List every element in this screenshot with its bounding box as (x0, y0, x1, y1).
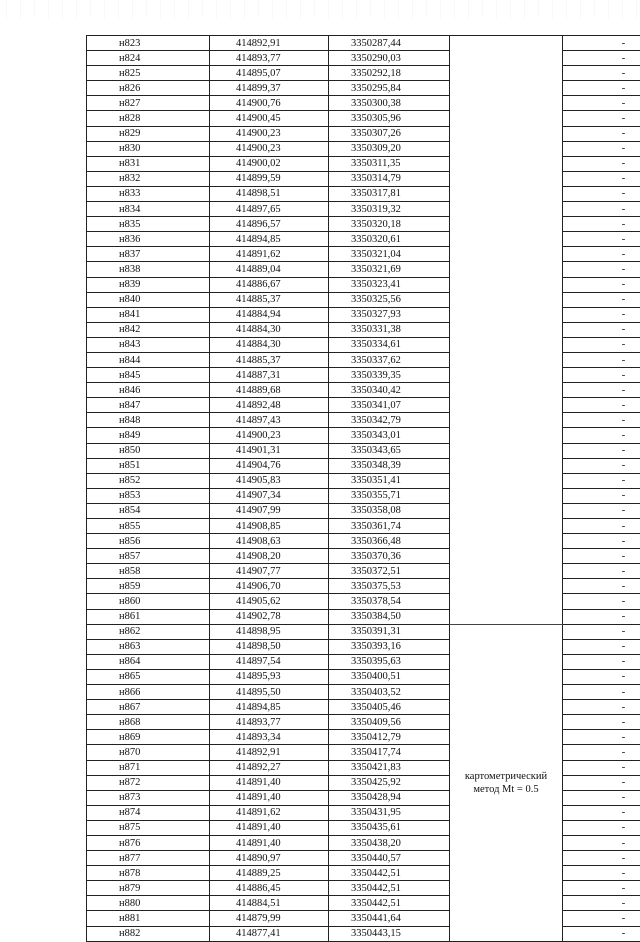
accuracy-cell: - (563, 126, 640, 141)
accuracy-cell: - (563, 760, 640, 775)
x-coordinate-cell: 414897,54 (210, 654, 329, 669)
y-coordinate-cell: 3350320,18 (329, 217, 450, 232)
x-coordinate-cell: 414894,85 (210, 700, 329, 715)
point-number-cell: н850 (87, 443, 210, 458)
y-coordinate-cell: 3350348,39 (329, 458, 450, 473)
y-coordinate-cell: 3350375,53 (329, 579, 450, 594)
y-coordinate-cell: 3350334,61 (329, 337, 450, 352)
point-number-cell: н865 (87, 669, 210, 684)
point-number-cell: н881 (87, 911, 210, 926)
y-coordinate-cell: 3350339,35 (329, 368, 450, 383)
x-coordinate-cell: 414895,93 (210, 669, 329, 684)
point-number-cell: н864 (87, 654, 210, 669)
point-number-cell: н875 (87, 820, 210, 835)
accuracy-cell: - (563, 639, 640, 654)
x-coordinate-cell: 414899,37 (210, 81, 329, 96)
point-number-cell: н836 (87, 232, 210, 247)
y-coordinate-cell: 3350355,71 (329, 488, 450, 503)
x-coordinate-cell: 414885,37 (210, 292, 329, 307)
accuracy-cell: - (563, 579, 640, 594)
point-number-cell: н867 (87, 700, 210, 715)
x-coordinate-cell: 414892,27 (210, 760, 329, 775)
point-number-cell: н831 (87, 156, 210, 171)
y-coordinate-cell: 3350442,51 (329, 896, 450, 911)
point-number-cell: н834 (87, 202, 210, 217)
x-coordinate-cell: 414900,76 (210, 96, 329, 111)
y-coordinate-cell: 3350351,41 (329, 473, 450, 488)
accuracy-cell: - (563, 685, 640, 700)
y-coordinate-cell: 3350403,52 (329, 685, 450, 700)
coordinates-table (86, 35, 640, 942)
x-coordinate-cell: 414889,68 (210, 383, 329, 398)
table-row (87, 36, 640, 51)
accuracy-cell: - (563, 352, 640, 367)
accuracy-cell: - (563, 594, 640, 609)
point-number-cell: н828 (87, 111, 210, 126)
accuracy-cell: - (563, 835, 640, 850)
accuracy-cell: - (563, 383, 640, 398)
point-number-cell: н876 (87, 835, 210, 850)
accuracy-cell: - (563, 66, 640, 81)
point-number-cell: н859 (87, 579, 210, 594)
point-number-cell: н832 (87, 171, 210, 186)
x-coordinate-cell: 414889,25 (210, 866, 329, 881)
accuracy-cell: - (563, 624, 640, 639)
y-coordinate-cell: 3350366,48 (329, 534, 450, 549)
y-coordinate-cell: 3350305,96 (329, 111, 450, 126)
x-coordinate-cell: 414897,43 (210, 413, 329, 428)
point-number-cell: н872 (87, 775, 210, 790)
x-coordinate-cell: 414891,40 (210, 835, 329, 850)
accuracy-cell: - (563, 820, 640, 835)
point-number-cell: н839 (87, 277, 210, 292)
x-coordinate-cell: 414890,97 (210, 851, 329, 866)
y-coordinate-cell: 3350378,54 (329, 594, 450, 609)
x-coordinate-cell: 414900,02 (210, 156, 329, 171)
y-coordinate-cell: 3350358,08 (329, 503, 450, 518)
accuracy-cell: - (563, 881, 640, 896)
x-coordinate-cell: 414905,62 (210, 594, 329, 609)
y-coordinate-cell: 3350400,51 (329, 669, 450, 684)
accuracy-cell: - (563, 534, 640, 549)
point-number-cell: н841 (87, 307, 210, 322)
y-coordinate-cell: 3350343,01 (329, 428, 450, 443)
x-coordinate-cell: 414906,70 (210, 579, 329, 594)
y-coordinate-cell: 3350337,62 (329, 352, 450, 367)
point-number-cell: н858 (87, 564, 210, 579)
y-coordinate-cell: 3350409,56 (329, 715, 450, 730)
x-coordinate-cell: 414895,07 (210, 66, 329, 81)
accuracy-cell: - (563, 111, 640, 126)
y-coordinate-cell: 3350442,51 (329, 881, 450, 896)
point-number-cell: н874 (87, 805, 210, 820)
x-coordinate-cell: 414893,77 (210, 715, 329, 730)
y-coordinate-cell: 3350319,32 (329, 202, 450, 217)
x-coordinate-cell: 414891,62 (210, 805, 329, 820)
y-coordinate-cell: 3350372,51 (329, 564, 450, 579)
x-coordinate-cell: 414893,34 (210, 730, 329, 745)
point-number-cell: н870 (87, 745, 210, 760)
x-coordinate-cell: 414900,23 (210, 428, 329, 443)
accuracy-cell: - (563, 866, 640, 881)
scan-header-noise (0, 0, 640, 18)
point-number-cell: н869 (87, 730, 210, 745)
x-coordinate-cell: 414891,40 (210, 790, 329, 805)
y-coordinate-cell: 3350317,81 (329, 186, 450, 201)
accuracy-cell: - (563, 503, 640, 518)
point-number-cell: н830 (87, 141, 210, 156)
point-number-cell: н857 (87, 549, 210, 564)
accuracy-cell: - (563, 730, 640, 745)
y-coordinate-cell: 3350307,26 (329, 126, 450, 141)
y-coordinate-cell: 3350393,16 (329, 639, 450, 654)
y-coordinate-cell: 3350412,79 (329, 730, 450, 745)
point-number-cell: н861 (87, 609, 210, 624)
x-coordinate-cell: 414907,34 (210, 488, 329, 503)
y-coordinate-cell: 3350340,42 (329, 383, 450, 398)
point-number-cell: н837 (87, 247, 210, 262)
y-coordinate-cell: 3350320,61 (329, 232, 450, 247)
y-coordinate-cell: 3350327,93 (329, 307, 450, 322)
accuracy-cell: - (563, 519, 640, 534)
y-coordinate-cell: 3350405,46 (329, 700, 450, 715)
x-coordinate-cell: 414892,91 (210, 745, 329, 760)
y-coordinate-cell: 3350431,95 (329, 805, 450, 820)
accuracy-cell: - (563, 81, 640, 96)
accuracy-cell: - (563, 549, 640, 564)
accuracy-cell: - (563, 337, 640, 352)
point-number-cell: н824 (87, 51, 210, 66)
y-coordinate-cell: 3350314,79 (329, 171, 450, 186)
point-number-cell: н835 (87, 217, 210, 232)
point-number-cell: н863 (87, 639, 210, 654)
x-coordinate-cell: 414891,40 (210, 775, 329, 790)
point-number-cell: н866 (87, 685, 210, 700)
accuracy-cell: - (563, 368, 640, 383)
x-coordinate-cell: 414898,50 (210, 639, 329, 654)
point-number-cell: н843 (87, 337, 210, 352)
point-number-cell: н847 (87, 398, 210, 413)
point-number-cell: н877 (87, 851, 210, 866)
point-number-cell: н825 (87, 66, 210, 81)
y-coordinate-cell: 3350290,03 (329, 51, 450, 66)
accuracy-cell: - (563, 292, 640, 307)
y-coordinate-cell: 3350295,84 (329, 81, 450, 96)
x-coordinate-cell: 414908,20 (210, 549, 329, 564)
point-number-cell: н846 (87, 383, 210, 398)
accuracy-cell: - (563, 232, 640, 247)
y-coordinate-cell: 3350323,41 (329, 277, 450, 292)
accuracy-cell: - (563, 488, 640, 503)
accuracy-cell: - (563, 277, 640, 292)
x-coordinate-cell: 414889,04 (210, 262, 329, 277)
accuracy-cell: - (563, 745, 640, 760)
accuracy-cell: - (563, 805, 640, 820)
accuracy-cell: - (563, 609, 640, 624)
point-number-cell: н868 (87, 715, 210, 730)
y-coordinate-cell: 3350370,36 (329, 549, 450, 564)
x-coordinate-cell: 414895,50 (210, 685, 329, 700)
accuracy-cell: - (563, 413, 640, 428)
x-coordinate-cell: 414905,83 (210, 473, 329, 488)
x-coordinate-cell: 414884,51 (210, 896, 329, 911)
table-row (87, 624, 640, 639)
x-coordinate-cell: 414900,23 (210, 126, 329, 141)
point-number-cell: н829 (87, 126, 210, 141)
method-cell (450, 624, 563, 941)
accuracy-cell: - (563, 247, 640, 262)
point-number-cell: н826 (87, 81, 210, 96)
y-coordinate-cell: 3350417,74 (329, 745, 450, 760)
point-number-cell: н871 (87, 760, 210, 775)
x-coordinate-cell: 414902,78 (210, 609, 329, 624)
x-coordinate-cell: 414900,23 (210, 141, 329, 156)
y-coordinate-cell: 3350292,18 (329, 66, 450, 81)
accuracy-cell: - (563, 443, 640, 458)
x-coordinate-cell: 414896,57 (210, 217, 329, 232)
point-number-cell: н844 (87, 352, 210, 367)
point-number-cell: н882 (87, 926, 210, 941)
y-coordinate-cell: 3350300,38 (329, 96, 450, 111)
point-number-cell: н823 (87, 36, 210, 51)
method-accuracy: метод Mt = 0.5 (450, 783, 562, 796)
point-number-cell: н853 (87, 488, 210, 503)
y-coordinate-cell: 3350321,69 (329, 262, 450, 277)
x-coordinate-cell: 414886,67 (210, 277, 329, 292)
point-number-cell: н873 (87, 790, 210, 805)
accuracy-cell: - (563, 51, 640, 66)
y-coordinate-cell: 3350425,92 (329, 775, 450, 790)
accuracy-cell: - (563, 458, 640, 473)
y-coordinate-cell: 3350384,50 (329, 609, 450, 624)
point-number-cell: н862 (87, 624, 210, 639)
accuracy-cell: - (563, 775, 640, 790)
x-coordinate-cell: 414898,95 (210, 624, 329, 639)
accuracy-cell: - (563, 262, 640, 277)
point-number-cell: н852 (87, 473, 210, 488)
x-coordinate-cell: 414907,77 (210, 564, 329, 579)
y-coordinate-cell: 3350287,44 (329, 36, 450, 51)
method-cell-blank (450, 36, 563, 625)
x-coordinate-cell: 414898,51 (210, 186, 329, 201)
x-coordinate-cell: 414886,45 (210, 881, 329, 896)
accuracy-cell: - (563, 96, 640, 111)
point-number-cell: н856 (87, 534, 210, 549)
x-coordinate-cell: 414892,48 (210, 398, 329, 413)
x-coordinate-cell: 414908,63 (210, 534, 329, 549)
x-coordinate-cell: 414879,99 (210, 911, 329, 926)
y-coordinate-cell: 3350343,65 (329, 443, 450, 458)
accuracy-cell: - (563, 654, 640, 669)
x-coordinate-cell: 414884,30 (210, 322, 329, 337)
x-coordinate-cell: 414908,85 (210, 519, 329, 534)
y-coordinate-cell: 3350361,74 (329, 519, 450, 534)
point-number-cell: н842 (87, 322, 210, 337)
x-coordinate-cell: 414907,99 (210, 503, 329, 518)
point-number-cell: н838 (87, 262, 210, 277)
y-coordinate-cell: 3350342,79 (329, 413, 450, 428)
accuracy-cell: - (563, 851, 640, 866)
coordinates-table-body (87, 36, 640, 942)
accuracy-cell: - (563, 171, 640, 186)
point-number-cell: н878 (87, 866, 210, 881)
accuracy-cell: - (563, 700, 640, 715)
y-coordinate-cell: 3350421,83 (329, 760, 450, 775)
x-coordinate-cell: 414900,45 (210, 111, 329, 126)
x-coordinate-cell: 414887,31 (210, 368, 329, 383)
y-coordinate-cell: 3350325,56 (329, 292, 450, 307)
x-coordinate-cell: 414901,31 (210, 443, 329, 458)
y-coordinate-cell: 3350321,04 (329, 247, 450, 262)
point-number-cell: н849 (87, 428, 210, 443)
accuracy-cell: - (563, 911, 640, 926)
y-coordinate-cell: 3350309,20 (329, 141, 450, 156)
point-number-cell: н879 (87, 881, 210, 896)
point-number-cell: н840 (87, 292, 210, 307)
x-coordinate-cell: 414897,65 (210, 202, 329, 217)
accuracy-cell: - (563, 896, 640, 911)
point-number-cell: н833 (87, 186, 210, 201)
x-coordinate-cell: 414899,59 (210, 171, 329, 186)
point-number-cell: н860 (87, 594, 210, 609)
x-coordinate-cell: 414894,85 (210, 232, 329, 247)
point-number-cell: н855 (87, 519, 210, 534)
x-coordinate-cell: 414904,76 (210, 458, 329, 473)
x-coordinate-cell: 414892,91 (210, 36, 329, 51)
x-coordinate-cell: 414893,77 (210, 51, 329, 66)
y-coordinate-cell: 3350428,94 (329, 790, 450, 805)
y-coordinate-cell: 3350441,64 (329, 911, 450, 926)
y-coordinate-cell: 3350443,15 (329, 926, 450, 941)
accuracy-cell: - (563, 217, 640, 232)
y-coordinate-cell: 3350440,57 (329, 851, 450, 866)
method-name: картометрический (450, 770, 562, 783)
point-number-cell: н851 (87, 458, 210, 473)
accuracy-cell: - (563, 322, 640, 337)
y-coordinate-cell: 3350438,20 (329, 835, 450, 850)
y-coordinate-cell: 3350311,35 (329, 156, 450, 171)
accuracy-cell: - (563, 428, 640, 443)
accuracy-cell: - (563, 307, 640, 322)
accuracy-cell: - (563, 715, 640, 730)
x-coordinate-cell: 414891,62 (210, 247, 329, 262)
point-number-cell: н827 (87, 96, 210, 111)
accuracy-cell: - (563, 790, 640, 805)
accuracy-cell: - (563, 926, 640, 941)
x-coordinate-cell: 414885,37 (210, 352, 329, 367)
y-coordinate-cell: 3350331,38 (329, 322, 450, 337)
y-coordinate-cell: 3350395,63 (329, 654, 450, 669)
accuracy-cell: - (563, 186, 640, 201)
y-coordinate-cell: 3350435,61 (329, 820, 450, 835)
accuracy-cell: - (563, 398, 640, 413)
point-number-cell: н880 (87, 896, 210, 911)
y-coordinate-cell: 3350442,51 (329, 866, 450, 881)
x-coordinate-cell: 414884,94 (210, 307, 329, 322)
accuracy-cell: - (563, 564, 640, 579)
point-number-cell: н854 (87, 503, 210, 518)
accuracy-cell: - (563, 473, 640, 488)
x-coordinate-cell: 414877,41 (210, 926, 329, 941)
accuracy-cell: - (563, 669, 640, 684)
accuracy-cell: - (563, 156, 640, 171)
x-coordinate-cell: 414891,40 (210, 820, 329, 835)
point-number-cell: н845 (87, 368, 210, 383)
point-number-cell: н848 (87, 413, 210, 428)
y-coordinate-cell: 3350391,31 (329, 624, 450, 639)
accuracy-cell: - (563, 36, 640, 51)
accuracy-cell: - (563, 202, 640, 217)
y-coordinate-cell: 3350341,07 (329, 398, 450, 413)
accuracy-cell: - (563, 141, 640, 156)
x-coordinate-cell: 414884,30 (210, 337, 329, 352)
